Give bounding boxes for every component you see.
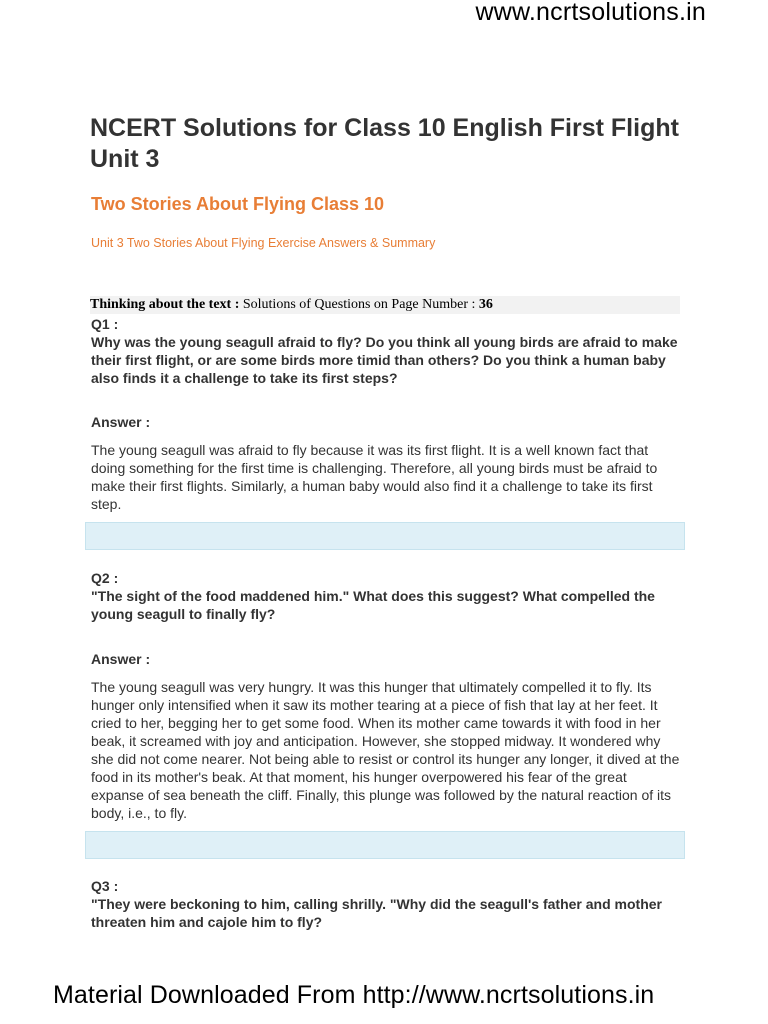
thinking-bar bbox=[90, 296, 680, 314]
question-label: Q1 : bbox=[91, 316, 119, 332]
question-text: "The sight of the food maddened him." What does this suggest? What compelled the young seagull to finally fly? bbox=[91, 588, 655, 622]
thinking-text: Solutions of Questions on Page Number : bbox=[239, 297, 479, 312]
question-text: "They were beckoning to him, calling shrilly. "Why did the seagull's father and mother threaten him and cajole him to fly? bbox=[91, 896, 662, 930]
chapter-subline: Unit 3 Two Stories About Flying Exercise Answers & Summary bbox=[91, 236, 436, 250]
answer-label: Answer : bbox=[91, 651, 151, 667]
chapter-subtitle: Two Stories About Flying Class 10 bbox=[91, 194, 385, 214]
thinking-label: Thinking about the text : bbox=[90, 297, 240, 312]
thinking-page: 36 bbox=[478, 297, 493, 312]
footer-download-text: Material Downloaded From http://www.ncrtsolutions.in bbox=[53, 981, 655, 1009]
question-label: Q2 : bbox=[91, 570, 119, 586]
question-text: Why was the young seagull afraid to fly? Do you think all young birds are afraid to make their first flight, or are some birds more timid than others? Do you think a human baby also finds it a challenge to take its first steps? bbox=[91, 334, 678, 386]
header-site-url: www.ncrtsolutions.in bbox=[475, 0, 706, 26]
divider-box bbox=[85, 831, 685, 859]
question-label: Q3 : bbox=[91, 878, 119, 894]
answer-label: Answer : bbox=[91, 414, 151, 430]
answer-text: The young seagull was very hungry. It was this hunger that ultimately compelled it to fly. Its hunger only intensified when it saw its mother tearing at a piece of fish that lay at her feet. It cried to her, begging her to get some food. When its mother came towards it with food in her beak, it screamed with joy and anticipation. However, she stopped midway. It wondered why she did not come nearer. Not being able to resist or control its hunger any longer, it dived at the food in its mother's beak. At that moment, his hunger overpowered his fear of the great expanse of sea beneath the cliff. Finally, this plunge was followed by the natural reaction of its body, i.e., to fly. bbox=[91, 679, 680, 821]
page-title: NCERT Solutions for Class 10 English First Flight Unit 3 bbox=[90, 114, 679, 173]
question-1 bbox=[91, 315, 683, 387]
divider-box bbox=[85, 522, 685, 550]
question-2 bbox=[91, 569, 683, 623]
question-3 bbox=[91, 877, 683, 931]
answer-text: The young seagull was afraid to fly because it was its first flight. It is a well known fact that doing something for the first time is challenging. Therefore, all young birds must be afraid to make their first flights. Similarly, a human baby would also find it a challenge to take its first step. bbox=[91, 442, 658, 512]
